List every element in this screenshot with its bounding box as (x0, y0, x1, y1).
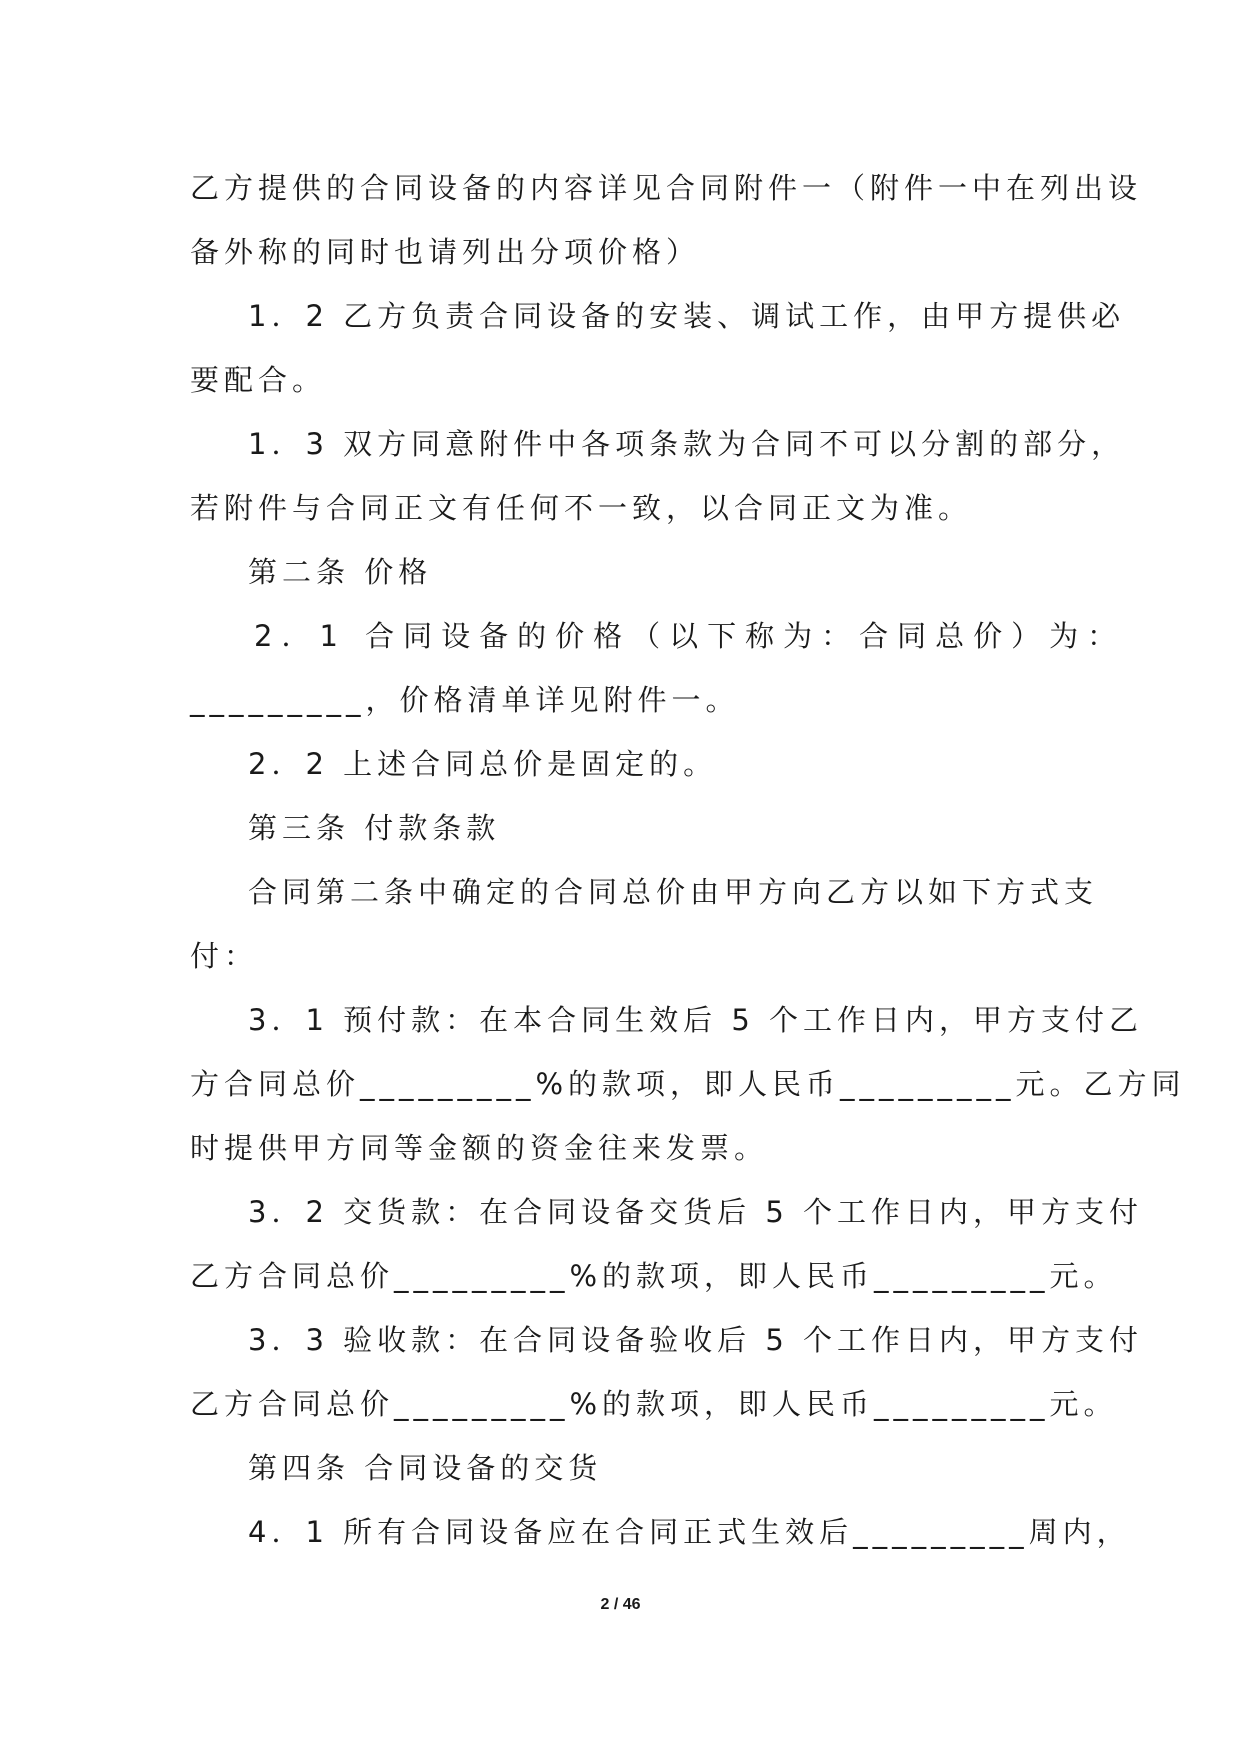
clause-3-1: 3．1 预付款：在本合同生效后 5 个工作日内，甲方支付乙 (248, 1003, 1144, 1037)
document-body (190, 156, 1186, 1564)
clause-3-3: 3．3 验收款：在合同设备验收后 5 个工作日内，甲方支付 (248, 1323, 1144, 1357)
text-line: 时提供甲方同等金额的资金往来发票。 (190, 1131, 769, 1165)
text-line: 备外称的同时也请列出分项价格） (190, 235, 701, 269)
text-line: 乙方提供的合同设备的内容详见合同附件一（附件一中在列出设 (190, 171, 1143, 205)
article-3-heading: 第三条 付款条款 (248, 811, 501, 845)
article-3-intro: 合同第二条中确定的合同总价由甲方向乙方以如下方式支 (248, 875, 1099, 909)
text-line: _________，价格清单详见附件一。 (190, 683, 740, 717)
clause-1-3: 1．3 双方同意附件中各项条款为合同不可以分割的部分， (248, 427, 1126, 461)
text-line: 乙方合同总价_________%的款项，即人民币_________元。 (190, 1387, 1118, 1421)
text-line: 乙方合同总价_________%的款项，即人民币_________元。 (190, 1259, 1118, 1293)
clause-4-1: 4．1 所有合同设备应在合同正式生效后_________周内， (248, 1515, 1131, 1549)
text-line: 要配合。 (190, 363, 327, 397)
clause-2-2: 2．2 上述合同总价是固定的。 (248, 747, 718, 781)
article-2-heading: 第二条 价格 (248, 555, 433, 589)
clause-3-2: 3．2 交货款：在合同设备交货后 5 个工作日内，甲方支付 (248, 1195, 1144, 1229)
article-4-heading: 第四条 合同设备的交货 (248, 1451, 603, 1485)
clause-2-1: 2．1 合同设备的价格（以下称为：合同总价）为： (254, 619, 1126, 653)
text-line: 方合同总价_________%的款项，即人民币_________元。乙方同 (190, 1067, 1186, 1101)
text-line: 若附件与合同正文有任何不一致，以合同正文为准。 (190, 491, 973, 525)
text-line: 付： (190, 939, 259, 973)
page-number: 2 / 46 (600, 1596, 641, 1613)
clause-1-2: 1．2 乙方负责合同设备的安装、调试工作，由甲方提供必 (248, 299, 1126, 333)
